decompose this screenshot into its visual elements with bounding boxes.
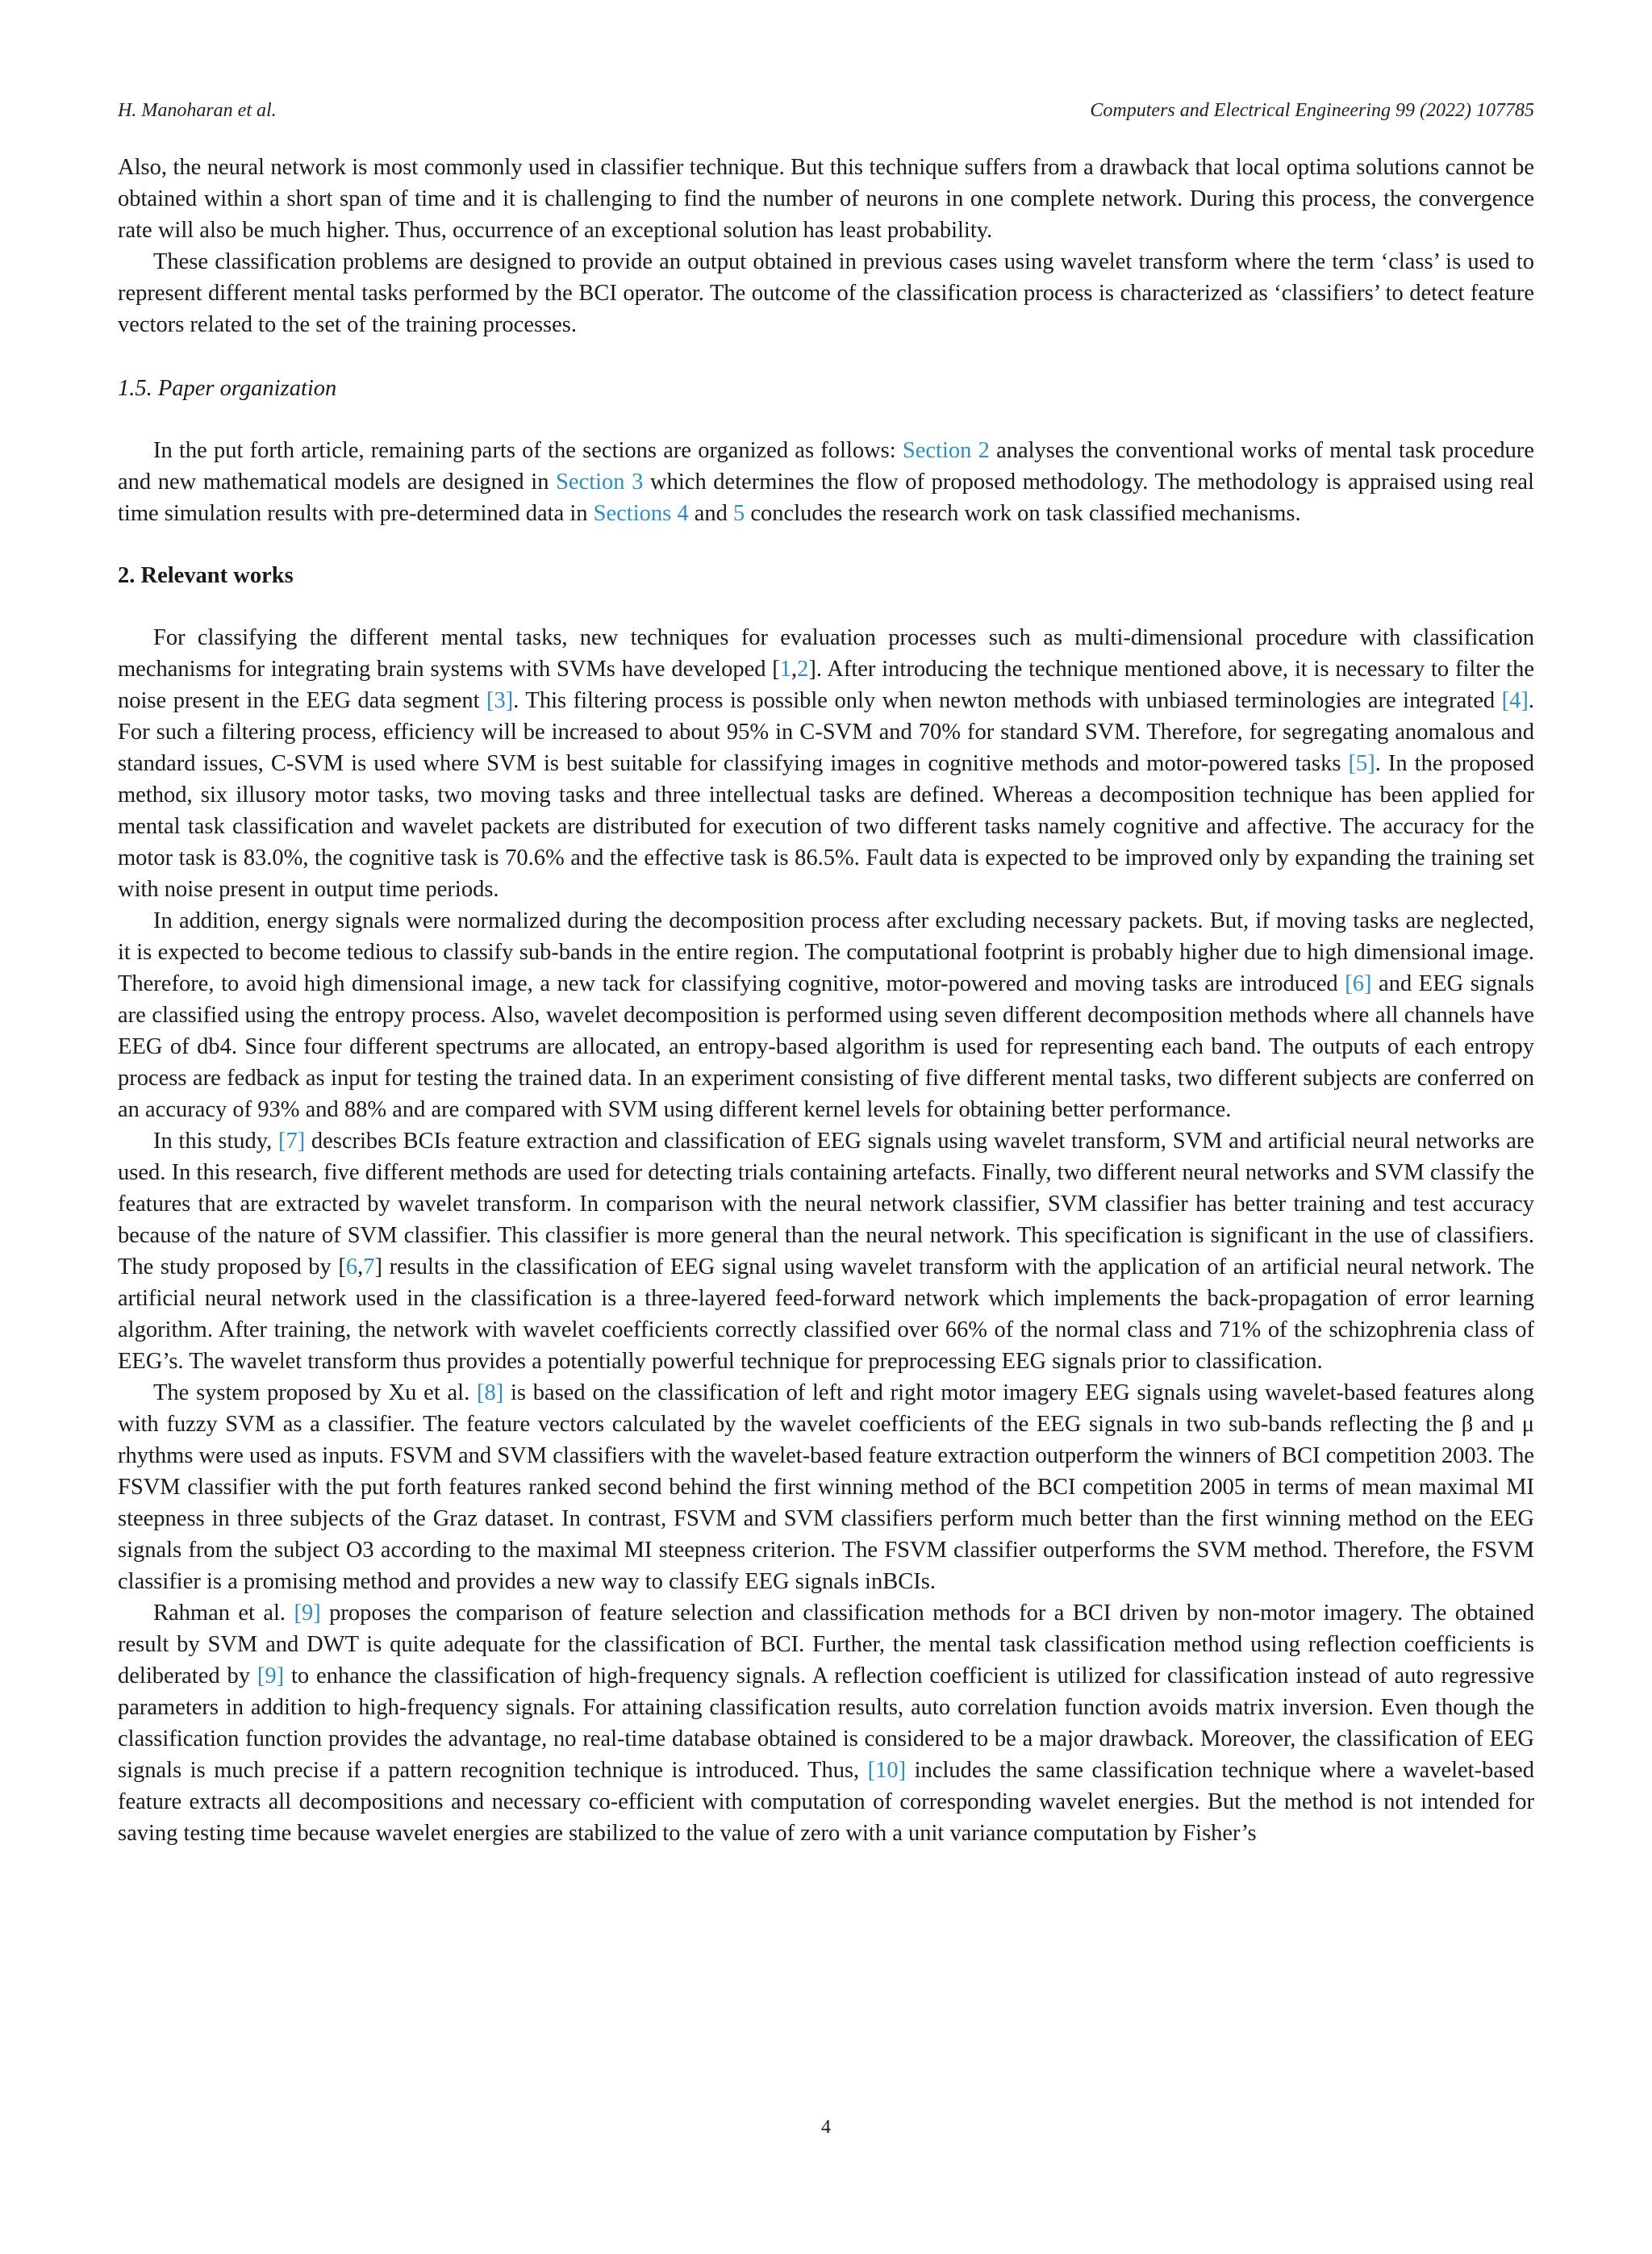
paragraph-text: and bbox=[688, 501, 734, 526]
paragraph-text: For classifying the different mental tasks, new techniques for evaluation processes such as multi-dimensional procedure with classification mechanisms for integrating brain systems with SVMs have developed [ bbox=[118, 625, 1534, 682]
citation-link[interactable]: 2 bbox=[797, 657, 809, 682]
citation-link[interactable]: Section 2 bbox=[902, 438, 990, 463]
citation-link[interactable]: [5] bbox=[1348, 751, 1375, 776]
paragraph bbox=[118, 905, 1534, 1125]
citation-link[interactable]: [8] bbox=[477, 1380, 504, 1405]
citation-link[interactable]: 6 bbox=[345, 1254, 358, 1279]
author-header: H. Manoharan et al. bbox=[118, 100, 277, 121]
journal-header: Computers and Electrical Engineering 99 (2022) 107785 bbox=[1090, 100, 1534, 121]
paragraph-text: proposes the comparison of feature selection and classification methods for a BCI driven by non-motor imagery. The obtained result by SVM and DWT is quite adequate for the classification of BCI. Further, the mental task classification method using reflection coefficients is deliberated by bbox=[118, 1601, 1534, 1688]
paragraph-text: ]. After introducing the technique mentioned above, it is necessary to filter the noise present in the EEG data segment bbox=[118, 657, 1534, 713]
paragraph bbox=[118, 622, 1534, 905]
paragraph-text: . In the proposed method, six illusory motor tasks, two moving tasks and three intellectual tasks are defined. Whereas a decomposition technique has been applied for mental task classification and wavelet packets are distributed for execution of two different tasks namely cognitive and affective. The accuracy for the motor task is 83.0%, the cognitive task is 70.6% and the effective task is 86.5%. Fault data is expected to be improved only by expanding the training set with noise present in output time periods. bbox=[118, 751, 1534, 902]
citation-link[interactable]: [9] bbox=[257, 1663, 285, 1688]
paragraph-text: which determines the flow of proposed methodology. The methodology is appraised using real time simulation results with pre-determined data in bbox=[118, 470, 1534, 526]
paragraph-text: , bbox=[357, 1254, 364, 1279]
running-header bbox=[118, 100, 1534, 122]
citation-link[interactable]: Section 3 bbox=[556, 470, 644, 495]
citation-link[interactable]: [3] bbox=[486, 688, 514, 713]
paragraph-text: and EEG signals are classified using the entropy process. Also, wavelet decomposition is performed using seven different decomposition methods where all channels have EEG of db4. Since four different spectrums are allocated, an entropy-based algorithm is used for representing each band. The outputs of each entropy process are fedback as input for testing the trained data. In an experiment consisting of five different mental tasks, two different subjects are conferred on an accuracy of 93% and 88% and are compared with SVM using different kernel levels for obtaining better performance. bbox=[118, 971, 1534, 1122]
section-heading: 2. Relevant works bbox=[118, 563, 294, 588]
paragraph-text: Rahman et al. bbox=[153, 1601, 294, 1626]
paragraph-text: , bbox=[791, 657, 798, 682]
paragraph-text: . This filtering process is possible only when newton methods with unbiased terminologies are integrated bbox=[513, 688, 1502, 713]
paragraph-text: to enhance the classification of high-frequency signals. A reflection coefficient is utilized for classification instead of auto regressive parameters in addition to high-frequency signals. For attaining classification results, auto correlation function avoids matrix inversion. Even though the classification function provides the advantage, no real-time database obtained is considered to be a major drawback. Moreover, the classification of EEG signals is much precise if a pattern recognition technique is introduced. Thus, bbox=[118, 1663, 1534, 1783]
citation-link[interactable]: [9] bbox=[294, 1601, 321, 1626]
paragraph-text: concludes the research work on task classified mechanisms. bbox=[745, 501, 1301, 526]
paragraph bbox=[118, 1597, 1534, 1849]
paragraph-text: ] results in the classification of EEG signal using wavelet transform with the application of an artificial neural network. The artificial neural network used in the classification is a three-layered feed-forward network which implements the back-propagation of error learning algorithm. After training, the network with wavelet coefficients correctly classified over 66% of the normal class and 71% of the schizophrenia class of EEG’s. The wavelet transform thus provides a potentially powerful technique for preprocessing EEG signals prior to classification. bbox=[118, 1254, 1534, 1374]
citation-link[interactable]: Sections 4 bbox=[593, 501, 689, 526]
citation-link[interactable]: 5 bbox=[733, 501, 745, 526]
page-number: 4 bbox=[821, 2117, 831, 2138]
paragraph-text: describes BCIs feature extraction and classification of EEG signals using wavelet transform, SVM and artificial neural networks are used. In this research, five different methods are used for detecting trials containing artefacts. Finally, two different neural networks and SVM classify the features that are extracted by wavelet transform. In comparison with the neural network classifier, SVM classifier has better training and test accuracy because of the nature of SVM classifier. This classifier is more general than the neural network. This specification is significant in the use of classifiers. The study proposed by [ bbox=[118, 1129, 1534, 1279]
citation-link[interactable]: 1 bbox=[779, 657, 792, 682]
paragraph bbox=[118, 1377, 1534, 1597]
paragraph-text: In this study, bbox=[153, 1129, 278, 1154]
paragraph-text: In addition, energy signals were normalized during the decomposition process after excluding necessary packets. But, if moving tasks are neglected, it is expected to become tedious to classify sub-bands in the entire region. The computational footprint is probably higher due to high dimensional image. Therefore, to avoid high dimensional image, a new tack for classifying cognitive, motor-powered and moving tasks are introduced bbox=[118, 908, 1534, 996]
citation-link[interactable]: [10] bbox=[867, 1758, 907, 1783]
paragraph-text: includes the same classification technique where a wavelet-based feature extracts all decompositions and necessary co-efficient with computation of corresponding wavelet energies. But the method is not intended for saving testing time because wavelet energies are stabilized to the value of zero with a unit variance computation by Fisher’s bbox=[118, 1758, 1534, 1846]
paragraph bbox=[118, 246, 1534, 340]
citation-link[interactable]: 7 bbox=[363, 1254, 375, 1279]
paragraph-text: analyses the conventional works of mental task procedure and new mathematical models are designed in bbox=[118, 438, 1534, 495]
paragraph-text: In the put forth article, remaining parts of the sections are organized as follows: bbox=[153, 438, 903, 463]
citation-link[interactable]: [4] bbox=[1501, 688, 1529, 713]
article-body bbox=[118, 152, 1534, 1849]
paragraph bbox=[118, 152, 1534, 246]
paragraph-text: is based on the classification of left and right motor imagery EEG signals using wavelet-based features along with fuzzy SVM as a classifier. The feature vectors calculated by the wavelet coefficients of the EEG signals in two sub-bands reflecting the β and μ rhythms were used as inputs. FSVM and SVM classifiers with the wavelet-based feature extraction outperform the winners of BCI competition 2003. The FSVM classifier with the put forth features ranked second behind the first winning method of the BCI competition 2005 in terms of mean maximal MI steepness in three subjects of the Graz dataset. In contrast, FSVM and SVM classifiers perform much better than the first winning method on the EEG signals from the subject O3 according to the maximal MI steepness criterion. The FSVM classifier outperforms the SVM method. Therefore, the FSVM classifier is a promising method and provides a new way to classify EEG signals inBCIs. bbox=[118, 1380, 1534, 1594]
paragraph bbox=[118, 435, 1534, 529]
citation-link[interactable]: [7] bbox=[277, 1129, 306, 1154]
paragraph-text: The system proposed by Xu et al. bbox=[153, 1380, 477, 1405]
paragraph-text: Also, the neural network is most commonly used in classifier technique. But this technique suffers from a drawback that local optima solutions cannot be obtained within a short span of time and it is challenging to find the number of neurons in one complete network. During this process, the convergence rate will also be much higher. Thus, occurrence of an exceptional solution has least probability. bbox=[118, 155, 1534, 243]
paragraph-text: . For such a filtering process, efficiency will be increased to about 95% in C-SVM and 70% for standard SVM. Therefore, for segregating anomalous and standard issues, C-SVM is used where SVM is best suitable for classifying images in cognitive methods and motor-powered tasks bbox=[118, 688, 1534, 776]
paragraph-text: These classification problems are designed to provide an output obtained in previous cases using wavelet transform where the term ‘class’ is used to represent different mental tasks performed by the BCI operator. The outcome of the classification process is characterized as ‘classifiers’ to detect feature vectors related to the set of the training processes. bbox=[118, 249, 1534, 337]
paragraph bbox=[118, 1125, 1534, 1377]
subsection-heading: 1.5. Paper organization bbox=[118, 376, 337, 401]
citation-link[interactable]: [6] bbox=[1345, 971, 1372, 996]
